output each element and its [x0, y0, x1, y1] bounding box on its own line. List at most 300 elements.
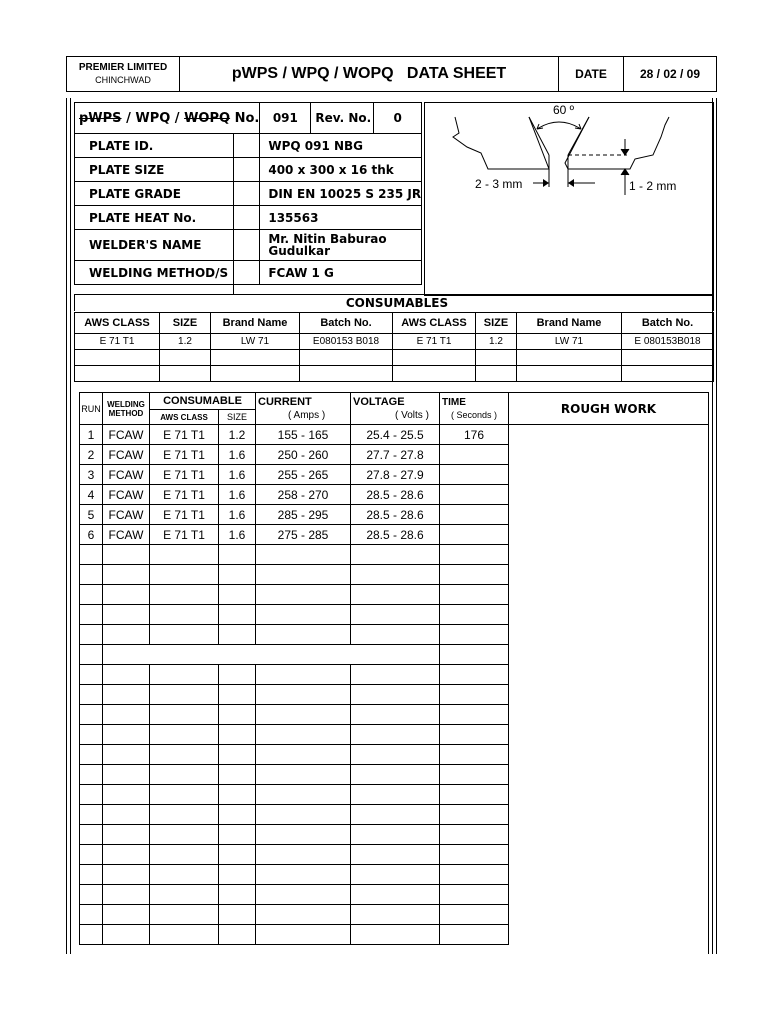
run-size-cell: 1.2: [219, 425, 256, 445]
rough-work-border: [708, 392, 709, 954]
rough-work-area: [509, 665, 709, 685]
run-current-cell: [256, 765, 351, 785]
run-aws-cell: [150, 745, 219, 765]
plate-grade-label: PLATE GRADE: [75, 182, 260, 206]
rough-work-area: [509, 845, 709, 865]
plate-heat-label: PLATE HEAT No.: [75, 206, 260, 230]
rough-work-area: [509, 505, 709, 525]
run-voltage-cell: 25.4 - 25.5: [351, 425, 440, 445]
run-size-cell: [219, 905, 256, 925]
run-voltage-cell: [351, 765, 440, 785]
run-size-cell: [219, 585, 256, 605]
run-aws-cell: [150, 765, 219, 785]
cons-h-batch1: Batch No.: [300, 313, 393, 334]
rough-work-area: [509, 685, 709, 705]
voltage-unit: ( Volts ): [395, 409, 429, 421]
plate-grade-value: DIN EN 10025 S 235 JR: [260, 182, 422, 206]
run-aws-cell: E 71 T1: [150, 465, 219, 485]
rough-work-area: [509, 865, 709, 885]
cons-empty-row: [75, 350, 714, 366]
date-value: 28 / 02 / 09: [624, 57, 717, 92]
run-method-cell: [103, 805, 150, 825]
run-voltage-cell: [351, 605, 440, 625]
run-current-cell: 250 - 260: [256, 445, 351, 465]
run-voltage-cell: [351, 805, 440, 825]
run-aws-cell: E 71 T1: [150, 445, 219, 465]
gap-label: 2 - 3 mm: [475, 177, 523, 191]
run-method-cell: [103, 825, 150, 845]
run-run-cell: [80, 825, 103, 845]
run-run-cell: [80, 925, 103, 945]
cons-h-brand1: Brand Name: [211, 313, 300, 334]
run-size-cell: [219, 805, 256, 825]
run-aws-cell: [150, 785, 219, 805]
run-size-cell: 1.6: [219, 465, 256, 485]
time-unit: ( Seconds ): [450, 409, 498, 420]
rough-work-area: [509, 485, 709, 505]
run-voltage-cell: 28.5 - 28.6: [351, 505, 440, 525]
run-size-cell: [219, 885, 256, 905]
run-cell: [80, 645, 103, 665]
run-voltage-cell: [351, 885, 440, 905]
run-aws-cell: [150, 905, 219, 925]
cons-brand2: LW 71: [517, 334, 622, 350]
consumables-table: [74, 312, 714, 382]
run-size-cell: [219, 925, 256, 945]
current-label: CURRENT: [258, 395, 312, 408]
joint-sketch-box: [424, 102, 714, 296]
run-current-cell: [256, 785, 351, 805]
empty-run-row: [80, 725, 709, 745]
info-divider: [233, 133, 234, 295]
rev-value: 0: [374, 103, 422, 134]
run-method-cell: [103, 745, 150, 765]
run-aws-cell: [150, 605, 219, 625]
run-method-cell: FCAW: [103, 485, 150, 505]
run-voltage-cell: [351, 585, 440, 605]
plate-id-value: WPQ 091 NBG: [260, 134, 422, 158]
run-time-cell: [440, 865, 509, 885]
page-border-left-inner: [70, 98, 71, 954]
doc-type-wpq: WPQ: [135, 110, 171, 126]
run-method-cell: [103, 625, 150, 645]
company-name: PREMIER LIMITED: [78, 62, 168, 73]
run-time-cell: [440, 705, 509, 725]
run-merged-cell: [103, 645, 440, 665]
page-border-left: [66, 98, 67, 954]
run-voltage-cell: [351, 625, 440, 645]
run-current-cell: [256, 685, 351, 705]
run-aws-cell: [150, 865, 219, 885]
page-border-right: [716, 98, 717, 954]
run-method-cell: FCAW: [103, 465, 150, 485]
run-voltage-cell: 27.7 - 27.8: [351, 445, 440, 465]
empty-run-row: [80, 685, 709, 705]
run-method-cell: [103, 685, 150, 705]
empty-run-row: [80, 565, 709, 585]
rough-work-area: [509, 565, 709, 585]
cons-row: [75, 334, 714, 350]
empty-run-row: [80, 925, 709, 945]
company-location: CHINCHWAD: [95, 75, 151, 85]
run-run-cell: [80, 805, 103, 825]
run-method-cell: [103, 765, 150, 785]
run-current-cell: [256, 565, 351, 585]
run-aws-cell: [150, 585, 219, 605]
run-current-cell: [256, 845, 351, 865]
empty-run-row: [80, 605, 709, 625]
run-current-cell: [256, 605, 351, 625]
cons-size2: 1.2: [476, 334, 517, 350]
current-header: [256, 393, 351, 425]
empty-run-row: [80, 625, 709, 645]
run-time-cell: 176: [440, 425, 509, 445]
run-row: [80, 525, 709, 545]
run-run-cell: 2: [80, 445, 103, 465]
run-aws-cell: [150, 545, 219, 565]
voltage-header: [351, 393, 440, 425]
run-voltage-cell: 28.5 - 28.6: [351, 525, 440, 545]
empty-run-row: [80, 705, 709, 725]
run-current-cell: 255 - 265: [256, 465, 351, 485]
run-method-cell: [103, 925, 150, 945]
empty-run-row: [80, 865, 709, 885]
run-size-cell: [219, 765, 256, 785]
rough-work-area: [509, 545, 709, 565]
date-label: DATE: [559, 57, 624, 92]
run-run-cell: [80, 725, 103, 745]
run-row: [80, 485, 709, 505]
run-current-cell: [256, 825, 351, 845]
run-run-cell: [80, 905, 103, 925]
run-time-cell: [440, 725, 509, 745]
cons-size1: 1.2: [160, 334, 211, 350]
aws-class-header: AWS CLASS: [150, 410, 219, 425]
run-current-cell: [256, 545, 351, 565]
run-size-cell: [219, 565, 256, 585]
run-time-cell: [440, 745, 509, 765]
run-time-cell: [440, 465, 509, 485]
method-header: WELDING METHOD: [103, 393, 150, 425]
run-row: [80, 465, 709, 485]
cons-h-batch2: Batch No.: [622, 313, 714, 334]
plate-size-value: 400 x 300 x 16 thk: [260, 158, 422, 182]
info-table: [74, 102, 422, 285]
run-size-cell: [219, 705, 256, 725]
runs-table: [79, 392, 709, 945]
cons-h-aws1: AWS CLASS: [75, 313, 160, 334]
run-current-cell: [256, 665, 351, 685]
rough-work-area: [509, 805, 709, 825]
angle-label: 60 º: [553, 103, 575, 117]
cons-aws2: E 71 T1: [393, 334, 476, 350]
run-time-cell: [440, 545, 509, 565]
run-run-cell: [80, 705, 103, 725]
rough-work-area: [509, 645, 709, 665]
rough-work-area: [509, 465, 709, 485]
root-face-label: 1 - 2 mm: [629, 179, 677, 193]
run-run-cell: 6: [80, 525, 103, 545]
run-run-cell: [80, 585, 103, 605]
run-current-cell: 258 - 270: [256, 485, 351, 505]
run-time-cell: [440, 805, 509, 825]
run-run-cell: [80, 605, 103, 625]
doc-type-cell: [75, 103, 260, 134]
run-cell: [440, 645, 509, 665]
run-run-cell: [80, 745, 103, 765]
run-aws-cell: [150, 665, 219, 685]
cons-aws1: E 71 T1: [75, 334, 160, 350]
run-method-cell: [103, 565, 150, 585]
run-voltage-cell: [351, 665, 440, 685]
time-label: TIME: [442, 396, 466, 408]
run-current-cell: 155 - 165: [256, 425, 351, 445]
run-current-cell: 285 - 295: [256, 505, 351, 525]
run-current-cell: [256, 705, 351, 725]
rough-work-area: [509, 785, 709, 805]
rough-work-area: [509, 525, 709, 545]
consumables-title-row: [74, 294, 714, 311]
rough-work-area: [509, 825, 709, 845]
run-aws-cell: [150, 825, 219, 845]
run-size-cell: [219, 685, 256, 705]
run-aws-cell: [150, 925, 219, 945]
run-run-cell: [80, 545, 103, 565]
run-current-cell: [256, 905, 351, 925]
run-voltage-cell: [351, 745, 440, 765]
run-method-cell: [103, 725, 150, 745]
run-size-cell: 1.6: [219, 505, 256, 525]
run-method-cell: [103, 885, 150, 905]
run-aws-cell: E 71 T1: [150, 425, 219, 445]
rough-work-area: [509, 765, 709, 785]
empty-run-row: [80, 805, 709, 825]
run-method-cell: [103, 785, 150, 805]
rough-work-area: [509, 725, 709, 745]
run-size-cell: [219, 605, 256, 625]
empty-run-row: [80, 905, 709, 925]
run-voltage-cell: [351, 545, 440, 565]
run-time-cell: [440, 825, 509, 845]
doc-type-sep1: /: [121, 110, 136, 126]
cons-empty-row: [75, 366, 714, 382]
rough-work-area: [509, 625, 709, 645]
run-time-cell: [440, 505, 509, 525]
run-run-cell: 4: [80, 485, 103, 505]
run-run-cell: 3: [80, 465, 103, 485]
run-method-cell: FCAW: [103, 505, 150, 525]
run-aws-cell: [150, 845, 219, 865]
run-row: [80, 445, 709, 465]
welding-method-label: WELDING METHOD/S: [75, 261, 260, 285]
run-run-cell: [80, 685, 103, 705]
run-run-cell: [80, 865, 103, 885]
run-method-cell: [103, 545, 150, 565]
header-table: [66, 56, 717, 92]
run-time-cell: [440, 565, 509, 585]
run-time-cell: [440, 605, 509, 625]
cons-h-size1: SIZE: [160, 313, 211, 334]
run-time-cell: [440, 685, 509, 705]
run-run-cell: 1: [80, 425, 103, 445]
rough-work-area: [509, 425, 709, 445]
run-method-cell: [103, 585, 150, 605]
run-size-cell: 1.6: [219, 525, 256, 545]
run-size-cell: 1.6: [219, 445, 256, 465]
run-run-cell: [80, 885, 103, 905]
empty-run-row: [80, 645, 709, 665]
doc-type-pwps: pWPS: [79, 110, 122, 126]
doc-type-wopq: WOPQ: [184, 110, 231, 126]
run-row: [80, 425, 709, 445]
doc-type-sep2: /: [170, 110, 185, 126]
run-size-cell: 1.6: [219, 485, 256, 505]
run-time-cell: [440, 905, 509, 925]
run-size-cell: [219, 825, 256, 845]
empty-run-row: [80, 665, 709, 685]
run-aws-cell: [150, 685, 219, 705]
run-current-cell: [256, 805, 351, 825]
empty-run-row: [80, 825, 709, 845]
run-voltage-cell: [351, 925, 440, 945]
cons-batch1: E080153 B018: [300, 334, 393, 350]
empty-run-row: [80, 845, 709, 865]
empty-run-row: [80, 765, 709, 785]
run-size-cell: [219, 625, 256, 645]
run-current-cell: [256, 885, 351, 905]
run-method-cell: FCAW: [103, 525, 150, 545]
run-voltage-cell: 27.8 - 27.9: [351, 465, 440, 485]
cons-brand1: LW 71: [211, 334, 300, 350]
run-time-cell: [440, 665, 509, 685]
welder-name-label: WELDER'S NAME: [75, 230, 260, 261]
cons-h-size2: SIZE: [476, 313, 517, 334]
empty-run-row: [80, 885, 709, 905]
run-time-cell: [440, 885, 509, 905]
run-run-cell: [80, 845, 103, 865]
voltage-label: VOLTAGE: [353, 395, 405, 408]
welding-method-value: FCAW 1 G: [260, 261, 422, 285]
run-row: [80, 505, 709, 525]
run-run-cell: 5: [80, 505, 103, 525]
run-size-cell: [219, 845, 256, 865]
run-time-cell: [440, 525, 509, 545]
run-current-cell: [256, 625, 351, 645]
plate-heat-value: 135563: [260, 206, 422, 230]
run-method-cell: [103, 665, 150, 685]
run-current-cell: [256, 745, 351, 765]
run-time-cell: [440, 785, 509, 805]
cons-h-aws2: AWS CLASS: [393, 313, 476, 334]
run-current-cell: [256, 925, 351, 945]
run-voltage-cell: [351, 725, 440, 745]
run-run-cell: [80, 565, 103, 585]
empty-run-row: [80, 545, 709, 565]
run-aws-cell: [150, 705, 219, 725]
run-voltage-cell: [351, 565, 440, 585]
cons-h-brand2: Brand Name: [517, 313, 622, 334]
cons-batch2: E 080153B018: [622, 334, 714, 350]
run-method-cell: [103, 865, 150, 885]
run-aws-cell: E 71 T1: [150, 505, 219, 525]
plate-size-label: PLATE SIZE: [75, 158, 260, 182]
consumable-header: CONSUMABLE: [150, 393, 256, 410]
weld-joint-diagram: [425, 103, 713, 295]
run-voltage-cell: [351, 825, 440, 845]
run-current-cell: [256, 725, 351, 745]
run-header: RUN: [80, 393, 103, 425]
rough-work-area: [509, 905, 709, 925]
run-method-cell: [103, 705, 150, 725]
run-aws-cell: E 71 T1: [150, 485, 219, 505]
run-current-cell: [256, 585, 351, 605]
run-aws-cell: [150, 885, 219, 905]
page-title: pWPS / WPQ / WOPQ DATA SHEET: [180, 57, 559, 92]
consumables-title: CONSUMABLES: [345, 296, 449, 310]
run-voltage-cell: [351, 865, 440, 885]
run-size-cell: [219, 665, 256, 685]
run-method-cell: [103, 605, 150, 625]
company-cell: [67, 57, 180, 92]
run-method-cell: FCAW: [103, 445, 150, 465]
run-method-cell: [103, 845, 150, 865]
run-aws-cell: [150, 625, 219, 645]
run-aws-cell: [150, 725, 219, 745]
rough-work-header: ROUGH WORK: [509, 393, 709, 425]
doc-type-suffix: No.: [230, 110, 260, 126]
rough-work-area: [509, 745, 709, 765]
run-run-cell: [80, 665, 103, 685]
welder-name-value: Mr. Nitin Baburao Gudulkar: [260, 230, 422, 261]
rough-work-area: [509, 885, 709, 905]
rough-work-area: [509, 605, 709, 625]
run-current-cell: [256, 865, 351, 885]
run-size-cell: [219, 545, 256, 565]
run-time-cell: [440, 585, 509, 605]
rough-work-area: [509, 585, 709, 605]
run-voltage-cell: [351, 905, 440, 925]
run-size-cell: [219, 865, 256, 885]
size-header: SIZE: [219, 410, 256, 425]
doc-number: 091: [260, 103, 311, 134]
run-method-cell: FCAW: [103, 425, 150, 445]
run-voltage-cell: [351, 845, 440, 865]
empty-run-row: [80, 585, 709, 605]
run-voltage-cell: [351, 705, 440, 725]
empty-run-row: [80, 785, 709, 805]
rough-work-area: [509, 445, 709, 465]
run-time-cell: [440, 625, 509, 645]
run-run-cell: [80, 785, 103, 805]
run-aws-cell: [150, 805, 219, 825]
run-aws-cell: [150, 565, 219, 585]
run-run-cell: [80, 765, 103, 785]
run-time-cell: [440, 445, 509, 465]
run-voltage-cell: 28.5 - 28.6: [351, 485, 440, 505]
rough-work-area: [509, 705, 709, 725]
run-time-cell: [440, 485, 509, 505]
current-unit: ( Amps ): [288, 409, 326, 421]
run-voltage-cell: [351, 785, 440, 805]
rev-label: Rev. No.: [311, 103, 374, 134]
empty-run-row: [80, 745, 709, 765]
plate-id-label: PLATE ID.: [75, 134, 260, 158]
rough-work-area: [509, 925, 709, 945]
run-method-cell: [103, 905, 150, 925]
run-size-cell: [219, 745, 256, 765]
run-size-cell: [219, 785, 256, 805]
run-current-cell: 275 - 285: [256, 525, 351, 545]
